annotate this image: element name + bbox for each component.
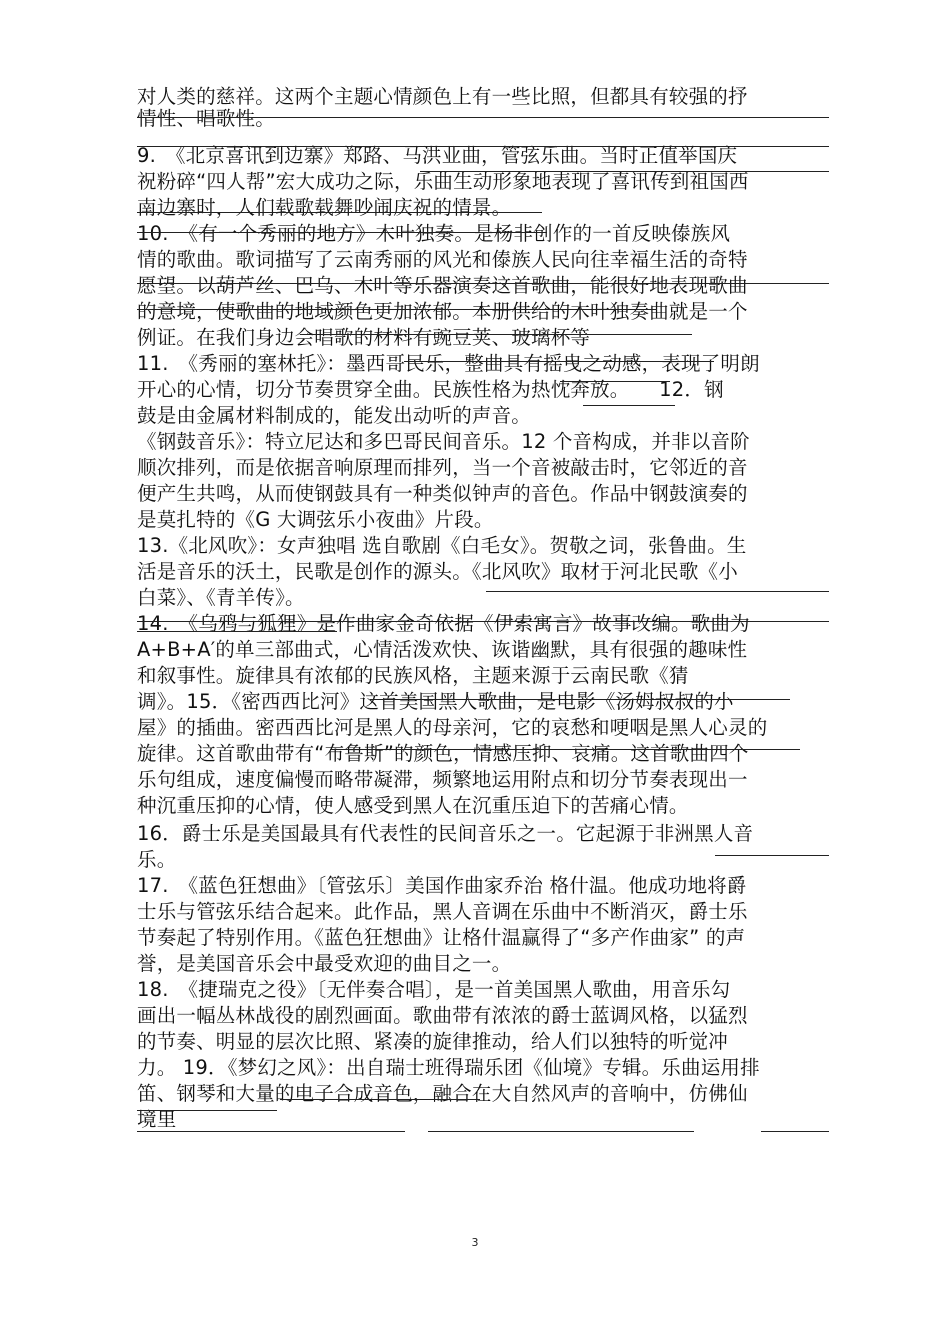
divider-line xyxy=(330,749,800,750)
divider-line xyxy=(715,855,829,856)
divider-line xyxy=(300,334,692,335)
text-line: 17. 《蓝色狂想曲》〔管弦乐〕美国作曲家乔治 格什温。他成功地将爵 xyxy=(137,874,747,897)
text-line: 18. 《捷瑞克之役》〔无伴奏合唱〕，是一首美国黑人歌曲，用音乐勾 xyxy=(137,978,731,1001)
text-line: 的意境，使歌曲的地域颜色更加浓郁。本册供给的木叶独奏曲就是一个 xyxy=(137,300,748,323)
text-line: 誉，是美国音乐会中最受欢迎的曲目之一。 xyxy=(137,952,512,975)
divider-line xyxy=(583,405,675,406)
text-line: 11. 《秀丽的塞林托》：墨西哥民乐，整曲具有摇曳之动感，表现了明朗 xyxy=(137,352,760,375)
text-line: 便产生共鸣，从而使钢鼓具有一种类似钟声的音色。作品中钢鼓演奏的 xyxy=(137,482,748,505)
divider-line xyxy=(370,699,790,700)
text-line: 种沉重压抑的心情，使人感受到黑人在沉重压迫下的苦痛心情。 xyxy=(137,794,689,817)
text-line: 是莫扎特的《G 大调弦乐小夜曲》片段。 xyxy=(137,508,494,531)
divider-line xyxy=(280,1099,480,1100)
text-line: 祝粉碎“四人帮”宏大成功之际，乐曲生动形象地表现了喜讯传到祖国西 xyxy=(137,170,749,193)
page-number: 3 xyxy=(471,1236,479,1249)
text-line: 境里 xyxy=(137,1108,177,1131)
text-line: 旋律。这首歌曲带有“布鲁斯”的颜色，情感压抑、哀痛。这首歌曲四个 xyxy=(137,742,749,765)
text-line: 对人类的慈祥。这两个主题心情颜色上有一些比照，但都具有较强的抒 xyxy=(137,85,748,108)
divider-line xyxy=(137,232,547,233)
text-line: 例证。在我们身边会唱歌的材料有豌豆荚、玻璃杯等 xyxy=(137,326,591,349)
divider-line xyxy=(428,1131,694,1132)
text-line: 笛、钢琴和大量的电子合成音色，融合在大自然风声的音响中，仿佛仙 xyxy=(137,1082,748,1105)
divider-line xyxy=(137,1131,405,1132)
text-line: 情的歌曲。歌词描写了云南秀丽的风光和傣族人民向往幸福生活的奇特 xyxy=(137,248,748,271)
text-line: 顺次排列，而是依据音响原理而排列，当一个音被敲击时，它邻近的音 xyxy=(137,456,748,479)
text-line: 13.《北风吹》：女声独唱 选自歌剧《白毛女》。贺敬之词，张鲁曲。生 xyxy=(137,534,747,557)
text-line: 9. 《北京喜讯到边寨》郑路、马洪业曲，管弦乐曲。当时正值举国庆 xyxy=(137,144,738,167)
divider-line xyxy=(137,309,657,310)
divider-line xyxy=(404,361,714,362)
text-line: 愿望。以葫芦丝、巴乌、木叶等乐器演奏这首歌曲，能很好地表现歌曲 xyxy=(137,274,748,297)
text-line: 鼓是由金属材料制成的，能发出动听的声音。 xyxy=(137,404,532,427)
divider-line xyxy=(761,1131,829,1132)
divider-line xyxy=(137,283,829,284)
text-line: 和叙事性。旋律具有浓郁的民族风格，主题来源于云南民歌《猜 xyxy=(137,664,689,687)
text-line: 活是音乐的沃土，民歌是创作的源头。《北风吹》取材于河北民歌《小 xyxy=(137,560,738,583)
text-line: 的节奏、明显的层次比照、紧凑的旋律推动，给人们以独特的听觉冲 xyxy=(137,1030,729,1053)
text-line: A+B+A′的单三部曲式，心情活泼欢快、诙谐幽默，具有很强的趣味性 xyxy=(137,638,748,661)
text-line: 10. 《有一个秀丽的地方》木叶独奏。是杨非创作的一首反映傣族风 xyxy=(137,222,731,245)
text-line: 士乐与管弦乐结合起来。此作品，黑人音调在乐曲中不断消灭，爵士乐 xyxy=(137,900,748,923)
divider-line xyxy=(137,621,829,622)
text-line: 乐句组成，速度偏慢而略带凝滞，频繁地运用附点和切分节奏表现出一 xyxy=(137,768,748,791)
text-line: 力。 19．《梦幻之风》：出自瑞士班得瑞乐团《仙境》专辑。乐曲运用排 xyxy=(137,1056,760,1079)
text-line: 情性、唱歌性。 xyxy=(137,107,275,130)
text-line: 白菜》、《青羊传》。 xyxy=(137,586,305,609)
divider-line xyxy=(137,212,542,213)
divider-line xyxy=(486,591,829,592)
text-line: 屋》的插曲。密西西比河是黑人的母亲河，它的哀愁和哽咽是黑人心灵的 xyxy=(137,716,768,739)
text-line: 南边寨时，人们载歌载舞吵闹庆祝的情景。 xyxy=(137,196,512,219)
text-line: 节奏起了特别作用。《蓝色狂想曲》让格什温赢得了“多产作曲家” 的声 xyxy=(137,926,746,949)
divider-line xyxy=(420,171,829,172)
text-line: 调》。15．《密西西比河》这首美国黑人歌曲，是电影《汤姆叔叔的小 xyxy=(137,690,734,713)
text-line: 14. 《乌鸦与狐狸》是作曲家金奇依据《伊索寓言》故事改编。歌曲为 xyxy=(137,612,750,635)
divider-line xyxy=(137,146,829,147)
divider-line xyxy=(137,117,829,118)
text-line: 16．爵士乐是美国最具有代表性的民间音乐之一。它起源于非洲黑人音 xyxy=(137,822,754,845)
divider-line xyxy=(560,381,670,382)
divider-line xyxy=(137,631,337,632)
text-line: 乐。 xyxy=(137,848,177,871)
divider-line xyxy=(137,1110,277,1111)
text-line: 画出一幅丛林战役的剧烈画面。歌曲带有浓浓的爵士蓝调风格，以猛烈 xyxy=(137,1004,748,1027)
text-line: 开心的心情，切分节奏贯穿全曲。民族性格为热忱奔放。 12．钢 xyxy=(137,378,724,401)
text-line: 《钢鼓音乐》：特立尼达和多巴哥民间音乐。12 个音构成，并非以音阶 xyxy=(137,430,750,453)
